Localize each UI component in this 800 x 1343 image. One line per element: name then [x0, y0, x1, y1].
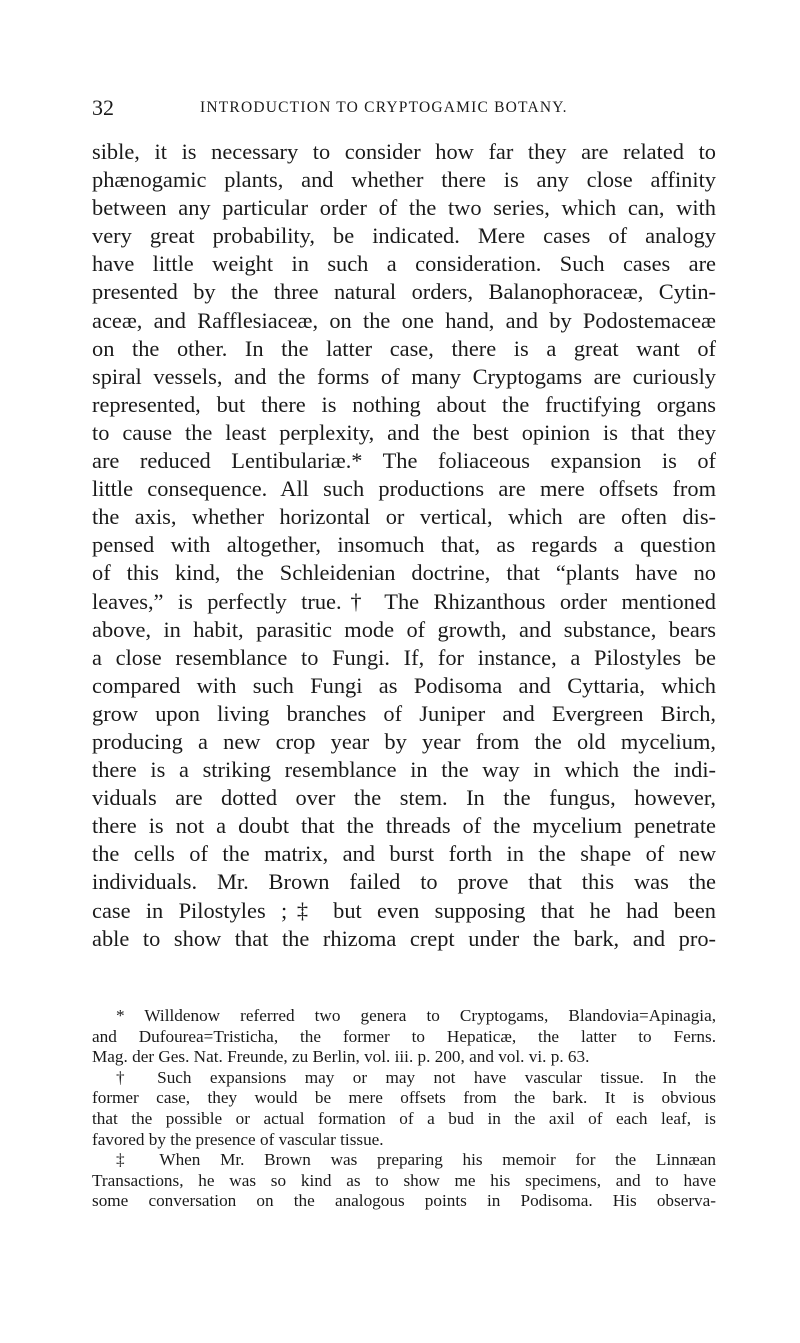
- footnote-line: some conversation on the analogous points in Podisoma. His observa-: [92, 1191, 716, 1211]
- body-line: aceæ, and Rafflesiaceæ, on the one hand, and by Podostemaceæ: [92, 307, 716, 333]
- body-line: above, in habit, parasitic mode of growth, and substance, bears: [92, 616, 716, 642]
- body-line: the axis, whether horizontal or vertical, which are often dis-: [92, 504, 716, 530]
- body-line: there is a striking resemblance in the way in which the indi-: [92, 757, 716, 783]
- body-line: compared with such Fungi as Podisoma and Cyttaria, which: [92, 672, 716, 698]
- footnote-line: Transactions, he was so kind as to show me his specimens, and to have: [92, 1170, 716, 1190]
- body-line: viduals are dotted over the stem. In the fungus, however,: [92, 785, 716, 811]
- footnote-line: favored by the presence of vascular tissue.: [92, 1129, 384, 1149]
- page-number: 32: [92, 95, 114, 120]
- body-line: producing a new crop year by year from the old mycelium,: [92, 728, 716, 754]
- body-line: there is not a doubt that the threads of the mycelium penetrate: [92, 813, 716, 839]
- body-line: represented, but there is nothing about the fructifying organs: [92, 391, 716, 417]
- footnote-line: that the possible or actual formation of a bud in the axil of each leaf, is: [92, 1108, 716, 1128]
- body-line: between any particular order of the two series, which can, with: [92, 195, 716, 221]
- running-head: INTRODUCTION TO CRYPTOGAMIC BOTANY.: [200, 99, 568, 116]
- footnote-line: former case, they would be mere offsets from the bark. It is obvious: [92, 1088, 716, 1108]
- body-line: have little weight in such a consideration. Such cases are: [92, 251, 716, 277]
- body-line: individuals. Mr. Brown failed to prove that this was the: [92, 869, 716, 895]
- body-line: to cause the least perplexity, and the best opinion is that they: [92, 419, 716, 445]
- body-line: little consequence. All such productions are mere offsets from: [92, 476, 716, 502]
- body-line: able to show that the rhizoma crept under the bark, and pro-: [92, 925, 716, 951]
- body-line: of this kind, the Schleidenian doctrine, that “plants have no: [92, 560, 716, 586]
- footnote-line: Mag. der Ges. Nat. Freunde, zu Berlin, vol. iii. p. 200, and vol. vi. p. 63.: [92, 1047, 590, 1067]
- body-line: case in Pilostyles ;‡ but even supposing that he had been: [92, 897, 716, 923]
- body-line: sible, it is necessary to consider how far they are related to: [92, 139, 716, 164]
- footnote-line: ‡ When Mr. Brown was preparing his memoir for the Linnæan: [116, 1150, 716, 1170]
- body-line: pensed with altogether, insomuch that, as regards a question: [92, 532, 716, 558]
- body-line: leaves,” is perfectly true.† The Rhizanthous order mentioned: [92, 588, 716, 614]
- body-line: grow upon living branches of Juniper and Evergreen Birch,: [92, 700, 716, 726]
- footnote-line: * Willdenow referred two genera to Cryptogams, Blandovia=Apinagia,: [116, 1006, 716, 1025]
- body-line: on the other. In the latter case, there is a great want of: [92, 335, 716, 361]
- footnote-line: † Such expansions may or may not have vascular tissue. In the: [116, 1067, 716, 1087]
- body-line: the cells of the matrix, and burst forth in the shape of new: [92, 841, 716, 867]
- footnote-line: and Dufourea=Tristicha, the former to Hepaticæ, the latter to Ferns.: [92, 1026, 716, 1046]
- body-line: phænogamic plants, and whether there is any close affinity: [92, 167, 716, 193]
- body-text: [92, 138, 716, 953]
- body-line: very great probability, be indicated. Mere cases of analogy: [92, 223, 716, 249]
- body-line: presented by the three natural orders, Balanophoraceæ, Cytin-: [92, 279, 716, 305]
- body-line: are reduced Lentibulariæ.* The foliaceous expansion is of: [92, 448, 716, 474]
- body-line: a close resemblance to Fungi. If, for instance, a Pilostyles be: [92, 644, 716, 670]
- page-header: [92, 95, 712, 123]
- footnotes: [92, 1006, 716, 1212]
- body-line: spiral vessels, and the forms of many Cryptogams are curiously: [92, 363, 716, 389]
